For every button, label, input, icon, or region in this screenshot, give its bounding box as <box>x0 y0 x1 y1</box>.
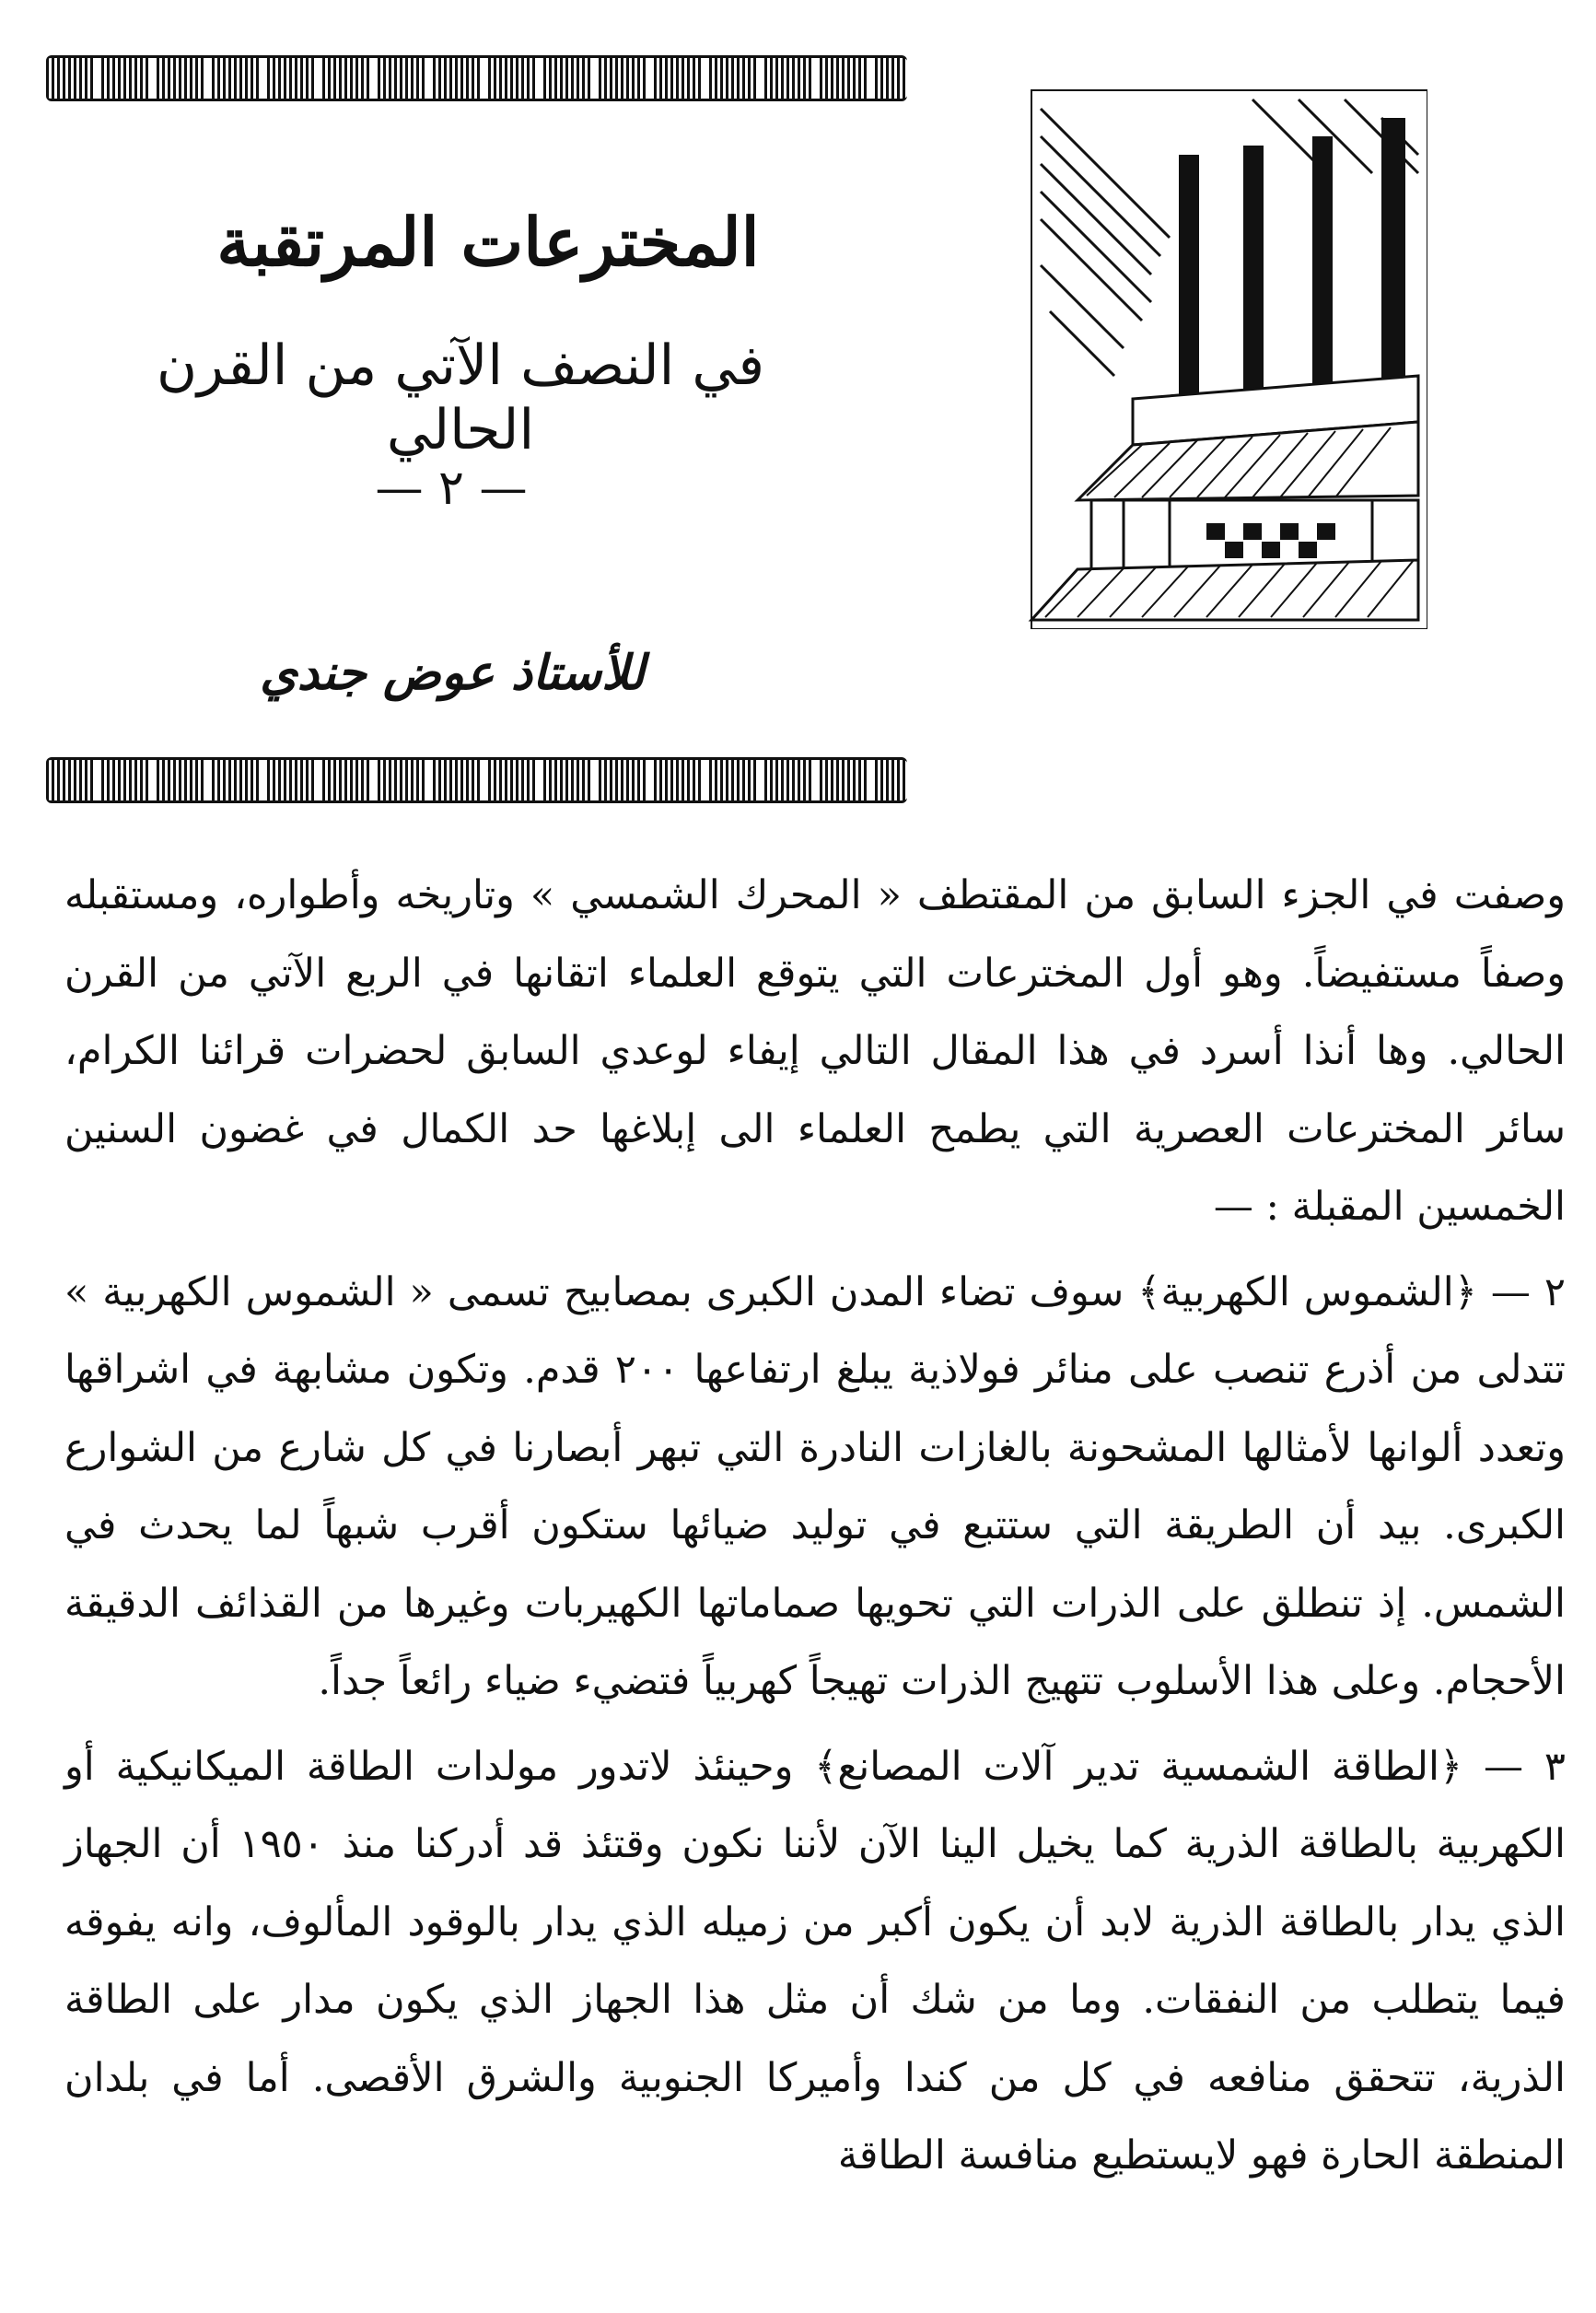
author-byline: للأستاذ عوض جندي <box>260 645 645 701</box>
top-ornamental-border <box>46 55 907 101</box>
part-number: — ٢ — <box>375 461 528 516</box>
bottom-ornamental-border <box>46 757 907 803</box>
paragraph-intro: وصفت في الجزء السابق من المقتطف « المحرك الشمسي » وتاريخه وأطواره، ومستقبله وصفاً مستفيضاً. وهو أول المخترعات التي يتوقع العلماء اتقانها في الربع الآتي من القرن الحالي. وها أنذا أسرد في هذا المقال التالي إيفاء لوعدي السابق لحضرات قرائنا الكرام، سائر المخترعات العصرية التي يطمح العلماء الى إبلاغها حد الكمال في غضون السنين الخمسين المقبلة : — <box>64 872 1566 1230</box>
paragraph-electric-suns: ٢ — ﴿الشموس الكهربية﴾ سوف تضاء المدن الكبرى بمصابيح تسمى « الشموس الكهربية » تتدلى من أذرع تنصب على منائر فولاذية يبلغ ارتفاعها ٢٠٠ قدم. وتكون مشابهة في اشراقها وتعدد ألوانها لأمثالها المشحونة بالغازات النادرة التي تبهر أبصارنا في كل شارع من الشوارع الكبرى. بيد أن الطريقة التي ستتبع في توليد ضيائها ستكون أقرب شبهاً لما يحدث في الشمس. إذ تنطلق على الذرات التي تحويها صماماتها الكهيربات وغيرها من القذائف الدقيقة الأحجام. وعلى هذا الأسلوب تتهيج الذرات تهيجاً كهربياً فتضيء ضياء رائعاً جداً. <box>64 1268 1567 1704</box>
article-title: المخترعات المرتقبة <box>216 203 760 281</box>
article-body <box>64 857 1566 2202</box>
paragraph-solar-energy: ٣ — ﴿الطاقة الشمسية تدير آلات المصانع﴾ وحينئذ لاتدور مولدات الطاقة الميكانيكية أو الكهربية بالطاقة الذرية كما يخيل الينا الآن لأننا نكون وقتئذ قد أدركنا منذ ١٩٥٠ أن الجهاز الذي يدار بالطاقة الذرية لابد أن يكون أكبر من زميله الذي يدار بالوقود المألوف، وانه يفوقه فيما يتطلب من النفقات. وما من شك أن مثل هذا الجهاز الذي يكون مدار على الطاقة الذرية، تتحقق منافعه في كل من كندا وأميركا الجنوبية والشرق الأقصى. أما في بلدان المنطقة الحارة فهو لايستطيع منافسة الطاقة <box>64 1743 1567 2179</box>
factory-illustration <box>1022 81 1427 629</box>
article-subtitle: في النصف الآتي من القرن الحالي <box>156 333 765 462</box>
chimneys <box>1179 118 1405 399</box>
